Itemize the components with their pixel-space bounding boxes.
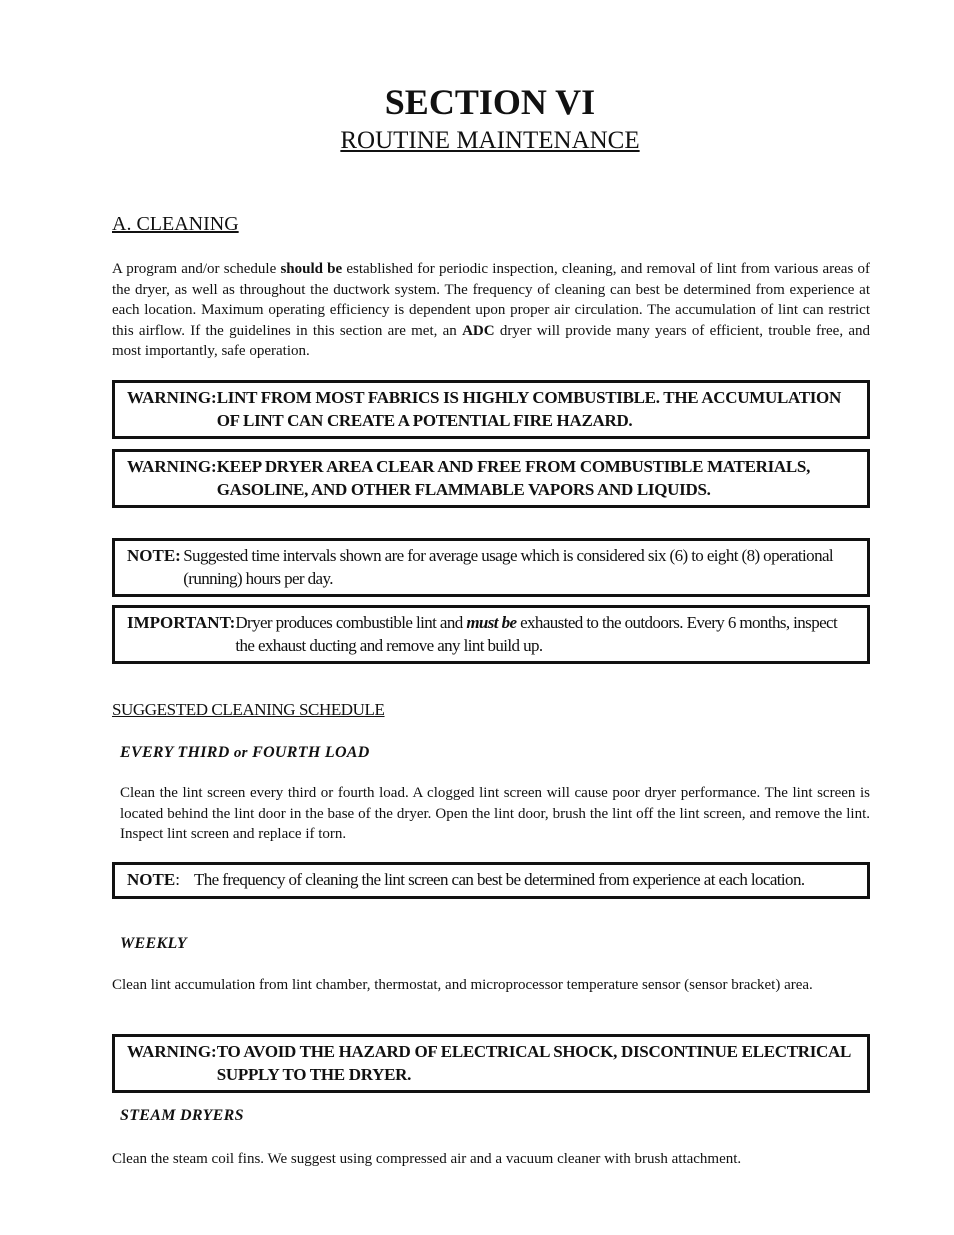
intro-brand: ADC (462, 322, 495, 339)
section-title: SECTION VI (384, 82, 596, 122)
important-emphasis: must be (466, 613, 517, 632)
warning-box-clear-area (112, 449, 870, 508)
weekly-heading: WEEKLY (120, 935, 187, 952)
steam-dryers-heading: STEAM DRYERS (120, 1107, 244, 1124)
every-third-heading-b: FOURTH LOAD (247, 744, 370, 761)
warning-text: LINT FROM MOST FABRICS IS HIGHLY COMBUSTIBLE. THE ACCUMULATION OF LINT CAN CREATE A POTENTIAL FIRE HAZARD. (216, 388, 841, 430)
every-third-load-heading (120, 743, 370, 763)
weekly-text: Clean lint accumulation from lint chamber, thermostat, and microprocessor temperature sensor (sensor bracket) area. (112, 977, 813, 993)
warning-text: KEEP DRYER AREA CLEAR AND FREE FROM COMBUSTIBLE MATERIALS, GASOLINE, AND OTHER FLAMMABLE VAPORS AND LIQUIDS. (216, 457, 811, 499)
cleaning-intro-paragraph (112, 259, 870, 362)
warning-text: TO AVOID THE HAZARD OF ELECTRICAL SHOCK, DISCONTINUE ELECTRICAL SUPPLY TO THE DRYER. (216, 1042, 851, 1084)
note-label-colon: : (175, 870, 180, 889)
important-box-exhaust (112, 605, 870, 664)
note-box-lint-screen (112, 862, 870, 899)
schedule-heading: SUGGESTED CLEANING SCHEDULE (112, 700, 385, 719)
note-label (127, 869, 194, 892)
note-text: Suggested time intervals shown are for average usage which is considered six (6) to eight (8) operational (running) hours per day. (183, 546, 834, 588)
steam-dryers-text: Clean the steam coil fins. We suggest using compressed air and a vacuum cleaner with brush attachment. (112, 1151, 742, 1167)
warning-box-lint-combustible (112, 380, 870, 439)
every-third-load-text: Clean the lint screen every third or fourth load. A clogged lint screen will cause poor dryer performance. The lint screen is located behind the lint door in the base of the dryer. Open the lint door, brush the lint off the lint screen, and remove the lint. Inspect lint screen and replace if torn. (120, 785, 870, 842)
warning-box-electrical-shock (112, 1034, 870, 1093)
note-label: NOTE: (127, 546, 181, 565)
warning-label: WARNING: (127, 1042, 217, 1061)
intro-text-2: established for periodic inspection, cleaning, and removal of lint from various areas of the dryer, as well as throughout the ductwork system. The frequency of cleaning can best be determined from experience at each location. Maximum operating efficiency is dependent upon proper air circulation. The accumulation of lint can restrict this airflow. If the guidelines in this section are met, an (112, 261, 870, 339)
important-text (235, 612, 857, 657)
every-third-heading-or: or (233, 745, 248, 761)
important-text-2: exhausted to the outdoors. Every 6 months, inspect the exhaust ducting and remove any lint build up. (235, 613, 838, 655)
important-text-1: Dryer produces combustible lint and (235, 613, 467, 632)
intro-text-1: A program and/or schedule (112, 261, 281, 277)
note-box-time-intervals (112, 538, 870, 597)
intro-emphasis: should be (280, 261, 343, 277)
cleaning-heading: A. CLEANING (112, 213, 239, 235)
warning-label: WARNING: (127, 388, 217, 407)
important-label: IMPORTANT: (127, 613, 236, 632)
note-text: The frequency of cleaning the lint screen can best be determined from experience at each location. (194, 870, 805, 889)
note-label-text: NOTE (127, 870, 176, 889)
intro-text-3: dryer will provide many years of efficient, trouble free, and most importantly, safe operation. (112, 322, 871, 359)
every-third-heading-a: EVERY THIRD (120, 744, 234, 761)
warning-label: WARNING: (127, 457, 217, 476)
section-subtitle: ROUTINE MAINTENANCE (340, 127, 640, 154)
